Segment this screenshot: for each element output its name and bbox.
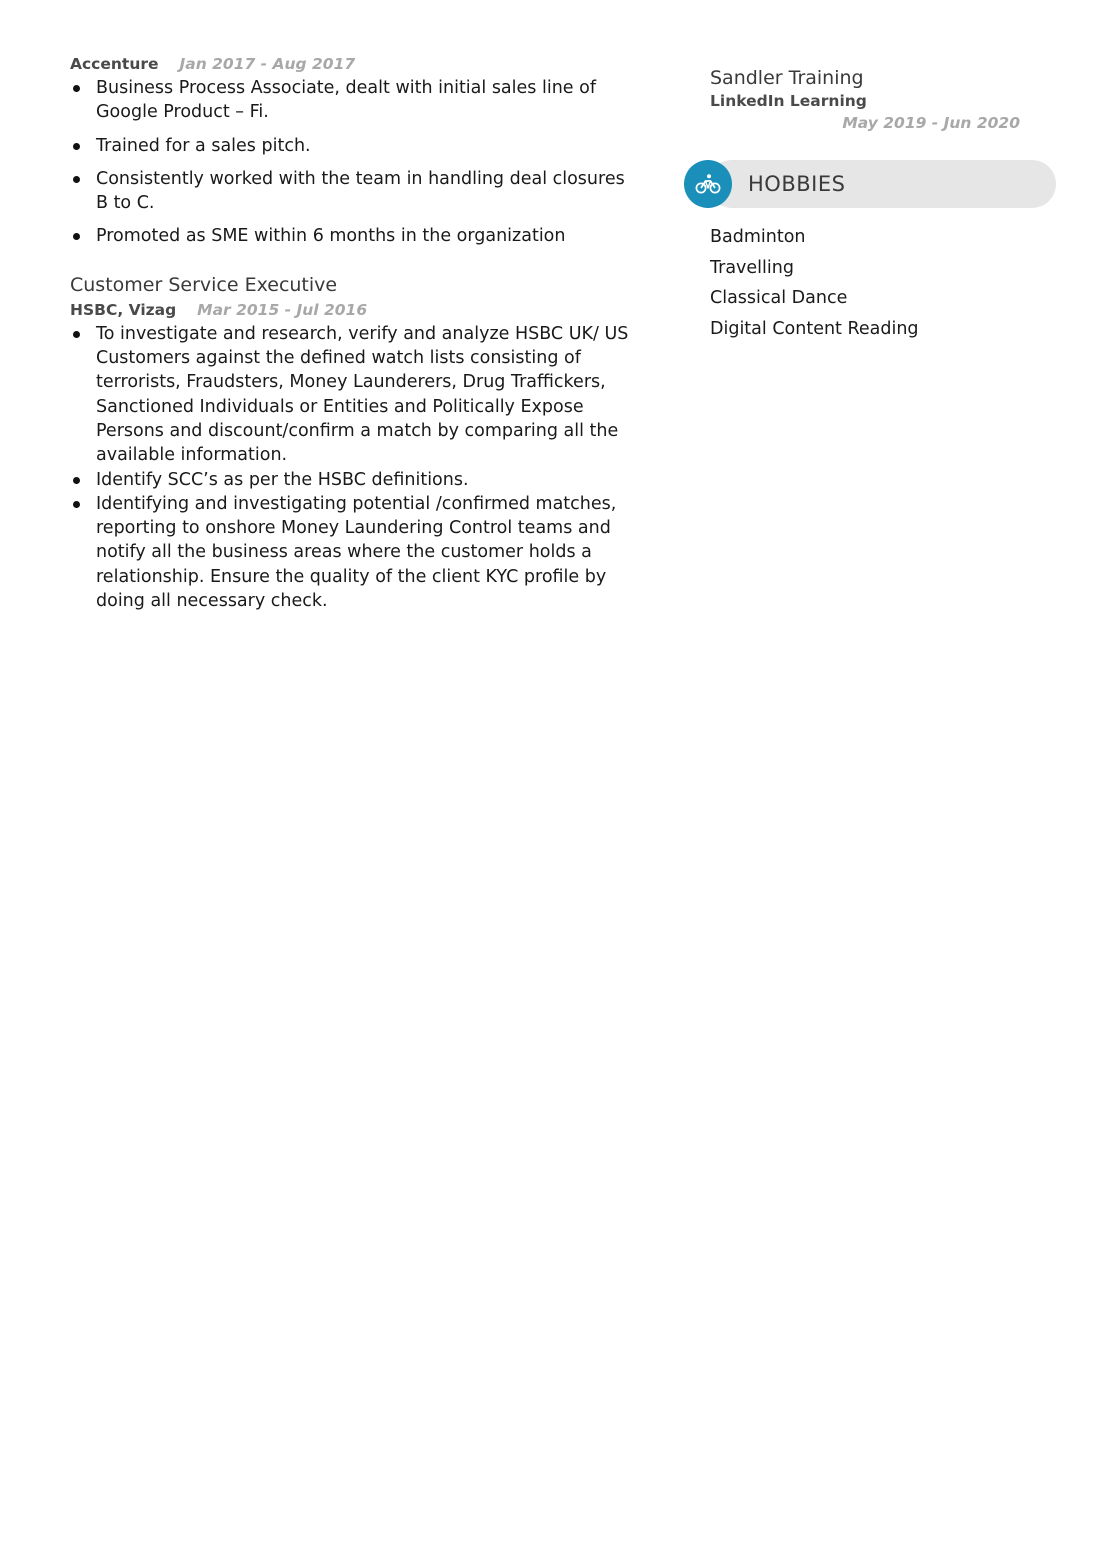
list-item: Identifying and investigating potential /confirmed matches, reporting to onshore Money Laundering Control teams and notify all the business areas where the customer holds a relationship. Ensure the quality of the client KYC profile by doing all necessary check. <box>70 492 638 613</box>
list-item: Digital Content Reading <box>710 318 919 339</box>
list-item: Trained for a sales pitch. <box>70 134 638 158</box>
sidebar-column <box>684 66 1056 344</box>
list-item: Badminton <box>710 227 806 247</box>
bicycle-icon <box>695 173 721 195</box>
company-name: Accenture <box>70 55 159 73</box>
list-item: Classical Dance <box>710 288 848 309</box>
list-item: Consistently worked with the team in handling deal closures B to C. <box>70 167 638 216</box>
hobbies-header <box>684 160 1056 208</box>
company-name: HSBC, Vizag <box>70 300 177 319</box>
training-entry <box>710 66 1020 133</box>
list-item: Promoted as SME within 6 months in the organization <box>70 224 638 248</box>
list-item: Identify SCC’s as per the HSBC definitions. <box>70 468 638 492</box>
job-entry-hsbc <box>70 273 638 614</box>
job-bullets <box>70 76 638 249</box>
hobbies-list <box>710 222 1056 344</box>
job-bullets <box>70 322 638 614</box>
list-item: Business Process Associate, dealt with initial sales line of Google Product – Fi. <box>70 76 638 125</box>
job-entry-accenture <box>70 54 638 249</box>
training-org: LinkedIn Learning <box>710 92 867 110</box>
job-meta <box>70 300 638 320</box>
job-title: Customer Service Executive <box>70 273 338 296</box>
training-title: Sandler Training <box>710 67 864 89</box>
section-icon-badge <box>684 160 732 208</box>
list-item: Travelling <box>710 257 794 278</box>
job-dates: Jan 2017 - Aug 2017 <box>179 55 356 73</box>
training-dates: May 2019 - Jun 2020 <box>842 114 1020 132</box>
job-meta <box>70 54 638 74</box>
list-item: To investigate and research, verify and analyze HSBC UK/ US Customers against the defined watch lists consisting of terrorists, Fraudsters, Money Launderers, Drug Traffickers, Sanctioned Individuals or Entities and Politically Expose Persons and discount/confirm a match by comparing all the available information. <box>70 322 638 468</box>
experience-section <box>70 54 638 637</box>
job-dates: Mar 2015 - Jul 2016 <box>197 300 368 319</box>
section-title: HOBBIES <box>748 172 846 196</box>
